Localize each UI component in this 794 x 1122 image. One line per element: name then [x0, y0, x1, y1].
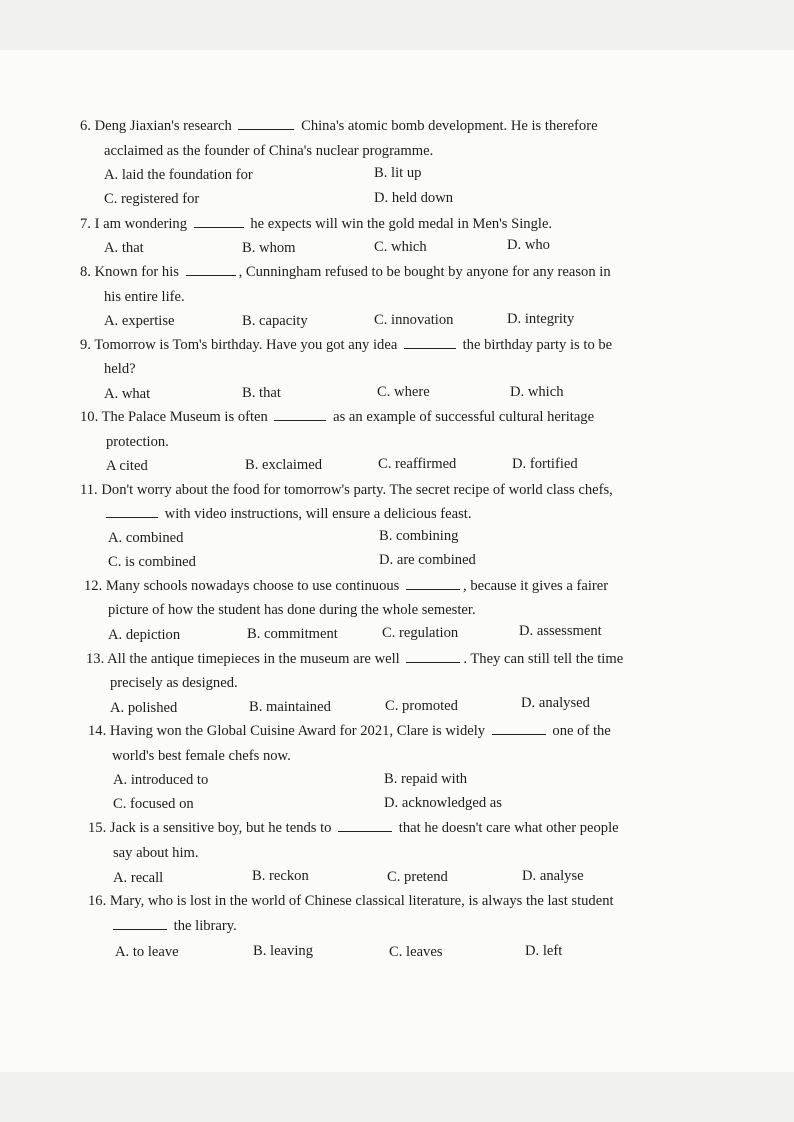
stem-continuation: held? [104, 361, 136, 377]
option-c: C. pretend [387, 869, 448, 885]
option-b: B. combining [379, 528, 459, 544]
stem-text: Known for his [94, 264, 179, 280]
stem-text: one of the [552, 723, 611, 739]
question-stem [88, 719, 611, 743]
option-d: D. fortified [512, 456, 578, 472]
stem-text: China's atomic bomb development. He is therefore [301, 118, 598, 134]
stem-text: . They can still tell the time [463, 651, 624, 667]
option-a: A. recall [113, 870, 164, 886]
question-stem [84, 574, 608, 598]
question-stem [80, 405, 594, 429]
answer-blank [492, 722, 546, 735]
question-number: 8. [80, 264, 91, 280]
answer-blank [113, 917, 167, 930]
question-number: 14. [88, 723, 107, 739]
option-b: B. capacity [242, 313, 308, 329]
option-a: A. polished [110, 700, 178, 716]
stem-text: , Cunningham refused to be bought by anyone for any reason in [238, 264, 611, 280]
option-d: D. are combined [379, 552, 476, 568]
option-d: D. held down [374, 190, 454, 206]
option-d: D. integrity [507, 311, 575, 327]
stem-text: Don't worry about the food for tomorrow's party. The secret recipe of world class chefs, [101, 482, 613, 498]
option-d: D. assessment [519, 623, 602, 639]
stem-text: Mary, who is lost in the world of Chinese classical literature, is always the last student [109, 893, 614, 909]
option-c: C. reaffirmed [378, 456, 457, 472]
question-stem [80, 212, 552, 236]
stem-text: as an example of successful cultural heritage [333, 409, 595, 425]
option-d: D. acknowledged as [384, 795, 502, 811]
option-a: A. combined [108, 530, 184, 546]
option-d: D. analyse [522, 868, 584, 884]
stem-text: Many schools nowadays choose to use continuous [105, 578, 400, 594]
answer-blank [194, 215, 244, 228]
option-c: C. where [377, 384, 430, 400]
option-a: A. laid the foundation for [104, 167, 253, 183]
option-c: C. is combined [108, 554, 196, 570]
question-number: 9. [80, 337, 91, 353]
stem-continuation: say about him. [113, 845, 199, 861]
stem-text: All the antique timepieces in the museum are well [107, 651, 400, 667]
option-b: B. commitment [247, 626, 338, 642]
stem-continuation: his entire life. [104, 289, 185, 305]
question-number: 6. [80, 118, 91, 134]
question-number: 7. [80, 216, 91, 232]
option-b: B. lit up [374, 165, 422, 181]
question-stem [80, 333, 612, 357]
option-b: B. repaid with [384, 771, 468, 787]
question-stem [80, 114, 598, 138]
option-d: D. which [510, 384, 564, 400]
stem-text: the birthday party is to be [462, 337, 613, 353]
answer-blank [338, 819, 392, 832]
question-stem [80, 260, 611, 284]
answer-blank [106, 505, 158, 518]
stem-continuation: world's best female chefs now. [112, 748, 291, 764]
answer-blank [274, 408, 326, 421]
option-c: C. innovation [374, 312, 454, 328]
stem-text: Jack is a sensitive boy, but he tends to [109, 820, 332, 836]
stem-continuation [106, 502, 471, 526]
question-number: 13. [86, 651, 105, 667]
stem-text: I am wondering [94, 216, 188, 232]
option-c: C. registered for [104, 191, 200, 207]
option-b: B. reckon [252, 868, 309, 884]
question-stem [80, 478, 613, 502]
option-a: A. expertise [104, 313, 175, 329]
stem-continuation: protection. [106, 434, 169, 450]
option-c: C. which [374, 239, 427, 255]
question-number: 15. [88, 820, 107, 836]
option-c: C. focused on [113, 796, 194, 812]
stem-text: Having won the Global Cuisine Award for 2021, Clare is widely [109, 723, 486, 739]
question-stem [88, 889, 614, 913]
answer-blank [186, 263, 236, 276]
question-number: 12. [84, 578, 103, 594]
question-stem [88, 816, 619, 840]
option-a: A. depiction [108, 627, 181, 643]
stem-continuation: precisely as designed. [110, 675, 238, 691]
option-a: A. to leave [115, 944, 179, 960]
answer-blank [406, 577, 460, 590]
option-a: A. what [104, 386, 151, 402]
option-b: B. leaving [253, 943, 313, 959]
question-number: 16. [88, 893, 107, 909]
option-b: B. that [242, 385, 281, 401]
stem-text: he expects will win the gold medal in Men's Single. [250, 216, 553, 232]
option-b: B. exclaimed [245, 457, 322, 473]
answer-blank [404, 336, 456, 349]
stem-text: Deng Jiaxian's research [94, 118, 232, 134]
option-d: D. who [507, 237, 550, 253]
question-number: 10. [80, 409, 99, 425]
stem-text: The Palace Museum is often [101, 409, 268, 425]
stem-text: , because it gives a fairer [463, 578, 609, 594]
stem-continuation: acclaimed as the founder of China's nuclear programme. [104, 143, 434, 159]
stem-text: with video instructions, will ensure a delicious feast. [164, 506, 472, 522]
option-a: A. that [104, 240, 144, 256]
option-c: C. regulation [382, 625, 459, 641]
option-a: A cited [106, 458, 148, 474]
stem-continuation [113, 914, 237, 938]
option-c: C. promoted [385, 698, 458, 714]
answer-blank [238, 117, 294, 130]
stem-text: the library. [173, 918, 237, 934]
stem-text: that he doesn't care what other people [398, 820, 619, 836]
question-number: 11. [80, 482, 98, 498]
answer-blank [406, 650, 460, 663]
stem-continuation: picture of how the student has done during the whole semester. [108, 602, 476, 618]
option-b: B. whom [242, 240, 296, 256]
option-d: D. analysed [521, 695, 590, 711]
stem-text: Tomorrow is Tom's birthday. Have you got any idea [94, 337, 398, 353]
question-stem [86, 647, 623, 671]
option-d: D. left [525, 943, 563, 959]
option-a: A. introduced to [113, 772, 209, 788]
option-c: C. leaves [389, 944, 443, 960]
option-b: B. maintained [249, 699, 331, 715]
